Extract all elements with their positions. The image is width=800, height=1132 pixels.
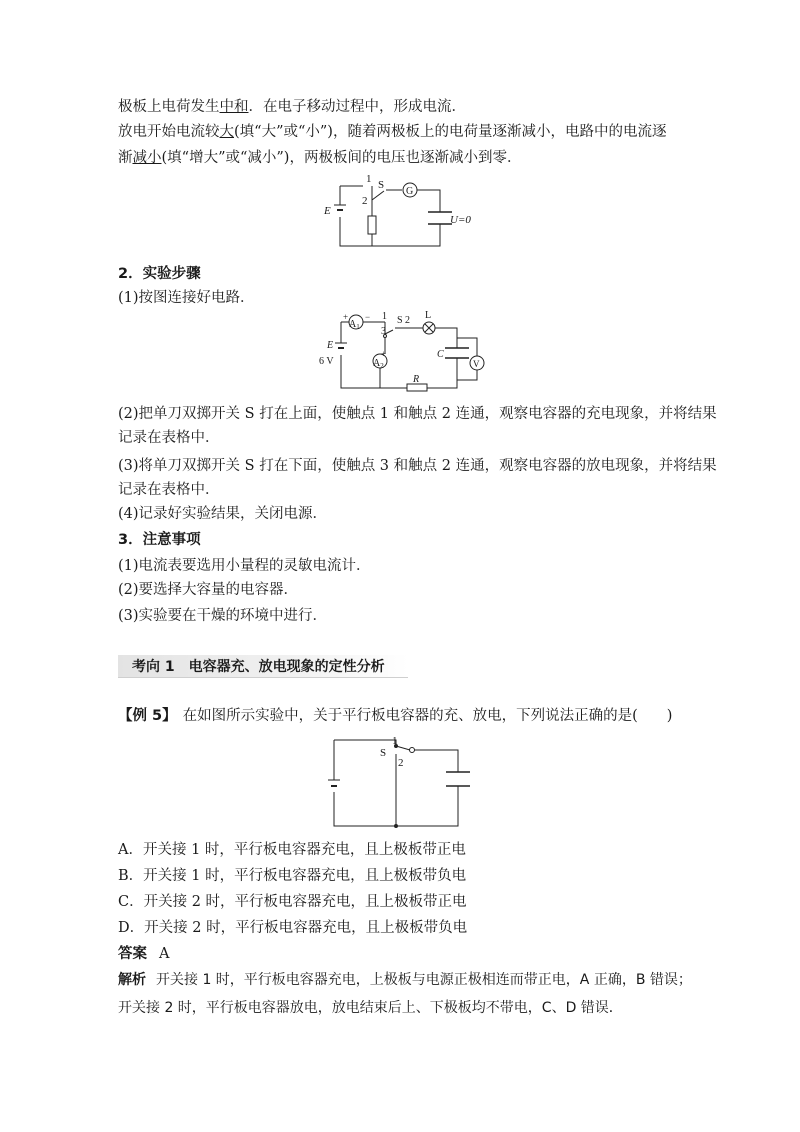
notes-heading: 3．注意事项 xyxy=(118,532,201,548)
emf-label: E xyxy=(324,205,331,217)
switch-label: S xyxy=(380,747,387,759)
blank-answer-decrease: 减小 xyxy=(132,150,162,166)
answer-label: 答案 xyxy=(118,946,147,962)
option-d: D．开关接 2 时，平行板电容器充电，且上极板带负电 xyxy=(118,920,468,936)
blank-answer-large: 大 xyxy=(219,124,234,140)
contact-3-label: 3 xyxy=(381,326,386,337)
example-tag: 【例 5】 xyxy=(118,708,177,724)
ammeter-a1-icon: $A_1$ xyxy=(349,319,360,331)
answer-line xyxy=(118,944,169,964)
contact-1-label: 1 xyxy=(366,173,372,185)
ammeter-a2-icon: $A_2$ xyxy=(373,358,384,370)
lamp-label: L xyxy=(425,310,432,321)
option-c: C．开关接 2 时，平行板电容器充电，且上极板带正电 xyxy=(118,894,467,910)
discharge-circuit-diagram xyxy=(320,172,480,252)
step-3-line-1: (3)将单刀双掷开关 S 打在下面，使触点 3 和触点 2 连通，观察电容器的放电现象，并将结果 xyxy=(118,458,717,474)
intro-line-3: 渐减小(填“增大”或“减小”)，两极板间的电压也逐渐减小到零． xyxy=(118,150,522,166)
emf-label: E xyxy=(327,340,334,351)
contact-2-label: 2 xyxy=(362,195,368,207)
switch-label: S xyxy=(378,179,385,191)
step-1: (1)按图连接好电路． xyxy=(118,290,255,306)
option-a: A．开关接 1 时，平行板电容器充电，且上极板带正电 xyxy=(118,842,466,858)
intro-line-2: 放电开始电流较大(填“大”或“小”)，随着两极板上的电荷量逐渐减小，电路中的电流逐 xyxy=(118,124,667,140)
note-1: (1)电流表要选用小量程的灵敏电流计． xyxy=(118,558,371,574)
resistor-label: R xyxy=(413,374,420,385)
section-banner-title: 考向 1 电容器充、放电现象的定性分析 xyxy=(132,659,385,675)
experiment-circuit-diagram xyxy=(315,310,495,392)
analysis-line-2: 开关接 2 时，平行板电容器放电，放电结束后上、下极板均不带电，C、D 错误． xyxy=(118,1000,623,1016)
note-3: (3)实验要在干燥的环境中进行． xyxy=(118,608,328,624)
plus-sign-2: + xyxy=(381,349,387,359)
switch-label: S 2 xyxy=(397,315,411,326)
blank-answer-neutralize: 中和 xyxy=(219,99,249,115)
step-3-line-2: 记录在表格中． xyxy=(118,482,220,498)
voltage-6v-label: 6 V xyxy=(319,356,334,367)
step-4: (4)记录好实验结果，关闭电源． xyxy=(118,506,328,522)
plus-sign-1: + xyxy=(343,312,349,322)
minus-sign-1: − xyxy=(365,312,371,322)
example-stem: 【例 5】 在如图所示实验中，关于平行板电容器的充、放电，下列说法正确的是( ) xyxy=(118,708,673,724)
galvanometer-icon: G xyxy=(406,186,414,197)
steps-heading: 2．实验步骤 xyxy=(118,266,201,282)
question-circuit-diagram xyxy=(322,730,472,830)
voltage-zero-label: U=0 xyxy=(450,214,471,226)
section-banner xyxy=(118,655,408,678)
voltmeter-icon: V xyxy=(473,359,480,369)
option-b: B．开关接 1 时，平行板电容器充电，且上极板带负电 xyxy=(118,868,467,884)
contact-1-label: 1 xyxy=(382,311,387,322)
capacitor-label: C xyxy=(437,349,444,360)
note-2: (2)要选择大容量的电容器． xyxy=(118,582,299,598)
answer-value: A xyxy=(159,946,170,962)
intro-line-1: 极板上电荷发生中和．在电子移动过程中，形成电流． xyxy=(118,99,466,115)
contact-1-label: 1 xyxy=(392,735,398,747)
step-2-line-2: 记录在表格中． xyxy=(118,430,220,446)
analysis-label: 解析 xyxy=(118,972,146,988)
step-2-line-1: (2)把单刀双掷开关 S 打在上面，使触点 1 和触点 2 连通，观察电容器的充电现象，并将结果 xyxy=(118,406,717,422)
analysis-line-1: 解析 开关接 1 时，平行板电容器充电，上极板与电源正极相连而带正电，A 正确，B 错误； xyxy=(118,972,692,988)
contact-2-label: 2 xyxy=(398,757,404,769)
